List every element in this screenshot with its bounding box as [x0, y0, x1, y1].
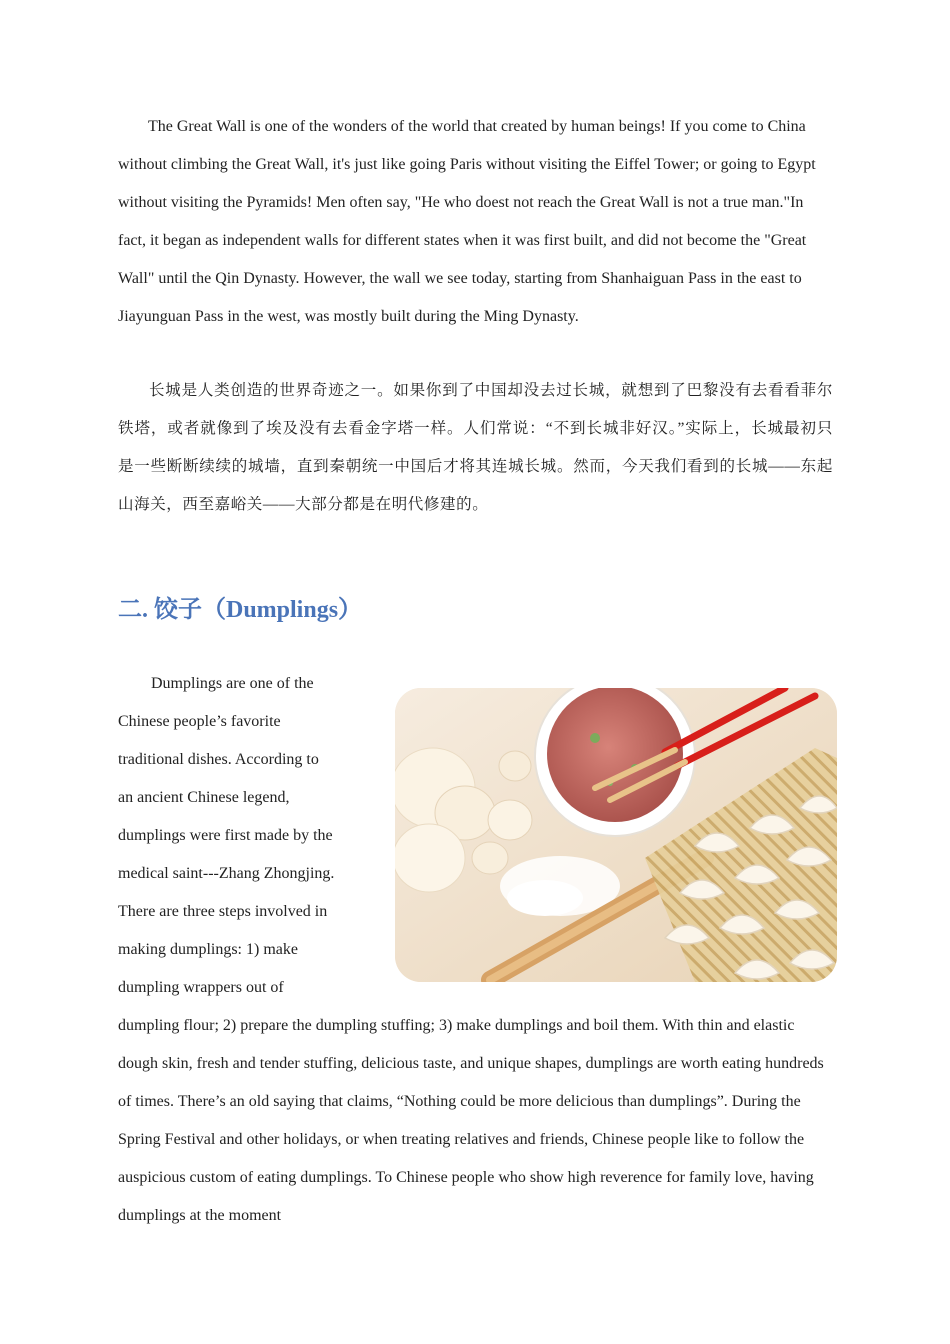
dumplings-line: medical saint---Zhang Zhongjing. — [118, 865, 335, 882]
dumplings-line: making dumplings: 1) make — [118, 941, 298, 958]
dumplings-illustration — [395, 688, 837, 982]
dumplings-line: Chinese people’s favorite — [118, 713, 281, 730]
dumplings-section-heading: 二. 饺子（Dumplings） — [118, 597, 363, 623]
dumplings-photo — [395, 688, 837, 982]
dumplings-line: Dumplings are one of the — [151, 675, 314, 692]
dumplings-line: There are three steps involved in — [118, 903, 328, 920]
dumplings-continuation-paragraph: dumpling flour; 2) prepare the dumpling stuffing; 3) make dumplings and boil them. With thin and elastic dough skin, fresh and tender stuffing, delicious taste, and unique shapes, dumplings are worth eating hundreds of times. There’s an old saying that claims, “Nothing could be more delicious than dumplings”. During the Spring Festival and other holidays, or when treating relatives and friends, Chinese people like to follow the auspicious custom of eating dumplings. To Chinese people who show high reverence for family love, having dumplings at the moment — [118, 1017, 824, 1224]
dumplings-line: dumpling wrappers out of — [118, 979, 284, 996]
dumplings-wrapped-text — [118, 665, 378, 1007]
dumplings-line: traditional dishes. According to — [118, 751, 319, 768]
great-wall-english-paragraph: The Great Wall is one of the wonders of the world that created by human beings! If you come to China without climbing the Great Wall, it's just like going Paris without visiting the Eiffel Tower; or going to Egypt without visiting the Pyramids! Men often say, "He who doest not reach the Great Wall is not a true man."In fact, it began as independent walls for different states when it was first built, and did not become the "Great Wall" until the Qin Dynasty. However, the wall we see today, starting from Shanhaiguan Pass in the east to Jiayunguan Pass in the west, was mostly built during the Ming Dynasty. — [118, 118, 816, 325]
dumplings-line: an ancient Chinese legend, — [118, 789, 290, 806]
great-wall-chinese-paragraph: 长城是人类创造的世界奇迹之一。如果你到了中国却没去过长城，就想到了巴黎没有去看看菲尔铁塔，或者就像到了埃及没有去看金字塔一样。人们常说：“不到长城非好汉。”实际上，长城最初只是一些断断续续的城墙，直到秦朝统一中国后才将其连城长城。然而，今天我们看到的长城——东起山海关，西至嘉峪关——大部分都是在明代修建的。 — [118, 382, 833, 513]
dumplings-line: dumplings were first made by the — [118, 827, 333, 844]
